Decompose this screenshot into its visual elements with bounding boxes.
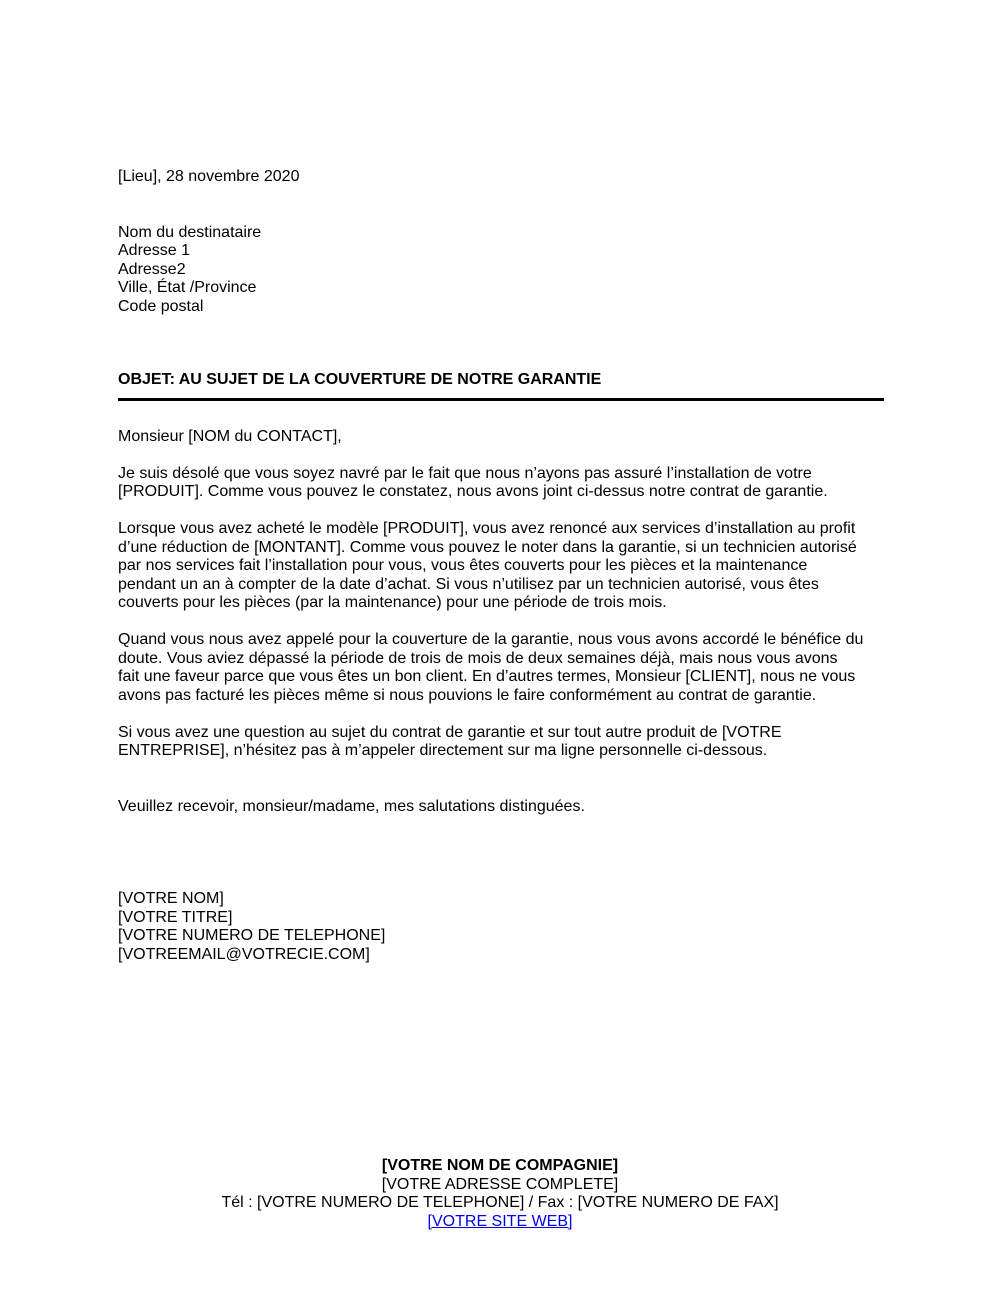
signature-phone: [VOTRE NUMERO DE TELEPHONE] bbox=[118, 927, 386, 944]
salutation bbox=[118, 428, 884, 447]
letter-body bbox=[118, 168, 884, 964]
paragraph-line: Lorsque vous avez acheté le modèle [PRODUIT], vous avez renoncé aux services d’installation au profit bbox=[118, 520, 856, 537]
recipient-city-state: Ville, État /Province bbox=[118, 279, 257, 296]
recipient-address-block bbox=[118, 224, 884, 317]
paragraph-line: avons pas facturé les pièces même si nous pouvions le faire conformément au contrat de garantie. bbox=[118, 686, 817, 704]
body-paragraph-3 bbox=[118, 631, 884, 705]
recipient-name: Nom du destinataire bbox=[118, 223, 262, 241]
paragraph-line: Je suis désolé que vous soyez navré par le fait que nous n’ayons pas assuré l’installation de votre bbox=[118, 464, 812, 482]
signature-name: [VOTRE NOM] bbox=[118, 890, 224, 907]
footer-company-name: [VOTRE NOM DE COMPAGNIE] bbox=[381, 1157, 619, 1174]
letter-footer bbox=[0, 1157, 1000, 1231]
paragraph-line: Quand vous nous avez appelé pour la couverture de la garantie, nous vous avons accordé le bénéfice du bbox=[118, 631, 864, 648]
paragraph-line: ENTREPRISE], n’hésitez pas à m’appeler directement sur ma ligne personnelle ci-dessous. bbox=[118, 742, 768, 759]
signature-title: [VOTRE TITRE] bbox=[118, 908, 233, 926]
paragraph-line: [PRODUIT]. Comme vous pouvez le constatez, nous avons joint ci-dessus notre contrat de garantie. bbox=[118, 483, 828, 500]
body-paragraph-1 bbox=[118, 465, 884, 502]
footer-website-link[interactable]: [VOTRE SITE WEB] bbox=[427, 1212, 573, 1230]
closing-text: Veuillez recevoir, monsieur/madame, mes salutations distinguées. bbox=[118, 797, 585, 815]
date-line bbox=[118, 168, 884, 187]
recipient-address-1: Adresse 1 bbox=[118, 242, 191, 259]
date-text: [Lieu], 28 novembre 2020 bbox=[118, 168, 300, 185]
body-paragraph-2 bbox=[118, 520, 884, 613]
recipient-address-2: Adresse2 bbox=[118, 260, 186, 278]
paragraph-line: fait une faveur parce que vous êtes un bon client. En d’autres termes, Monsieur [CLIENT], nous ne vous bbox=[118, 668, 856, 685]
footer-contact: Tél : [VOTRE NUMERO DE TELEPHONE] / Fax : [VOTRE NUMERO DE FAX] bbox=[221, 1194, 779, 1211]
recipient-postal-code: Code postal bbox=[118, 297, 204, 315]
paragraph-line: doute. Vous aviez dépassé la période de trois de mois de deux semaines déjà, mais nous vous avons bbox=[118, 649, 838, 667]
paragraph-line: par nos services fait l’installation pour vous, vous êtes couverts pour les pièces et la maintenance bbox=[118, 557, 808, 574]
body-paragraph-4 bbox=[118, 724, 884, 761]
salutation-text: Monsieur [NOM du CONTACT], bbox=[118, 427, 342, 445]
footer-address: [VOTRE ADRESSE COMPLETE] bbox=[381, 1175, 619, 1193]
signature-block bbox=[118, 890, 884, 964]
subject-line: OBJET: AU SUJET DE LA COUVERTURE DE NOTRE GARANTIE bbox=[118, 371, 884, 401]
paragraph-line: couverts pour les pièces (par la maintenance) pour une période de trois mois. bbox=[118, 594, 667, 611]
signature-email: [VOTREEMAIL@VOTRECIE.COM] bbox=[118, 945, 370, 963]
paragraph-line: d’une réduction de [MONTANT]. Comme vous pouvez le noter dans la garantie, si un technicien autorisé bbox=[118, 538, 857, 556]
paragraph-line: pendant un an à compter de la date d’achat. Si vous n’utilisez par un technicien autorisé, vous êtes bbox=[118, 575, 819, 593]
closing-line bbox=[118, 798, 884, 817]
paragraph-line: Si vous avez une question au sujet du contrat de garantie et sur tout autre produit de [VOTRE bbox=[118, 723, 782, 741]
